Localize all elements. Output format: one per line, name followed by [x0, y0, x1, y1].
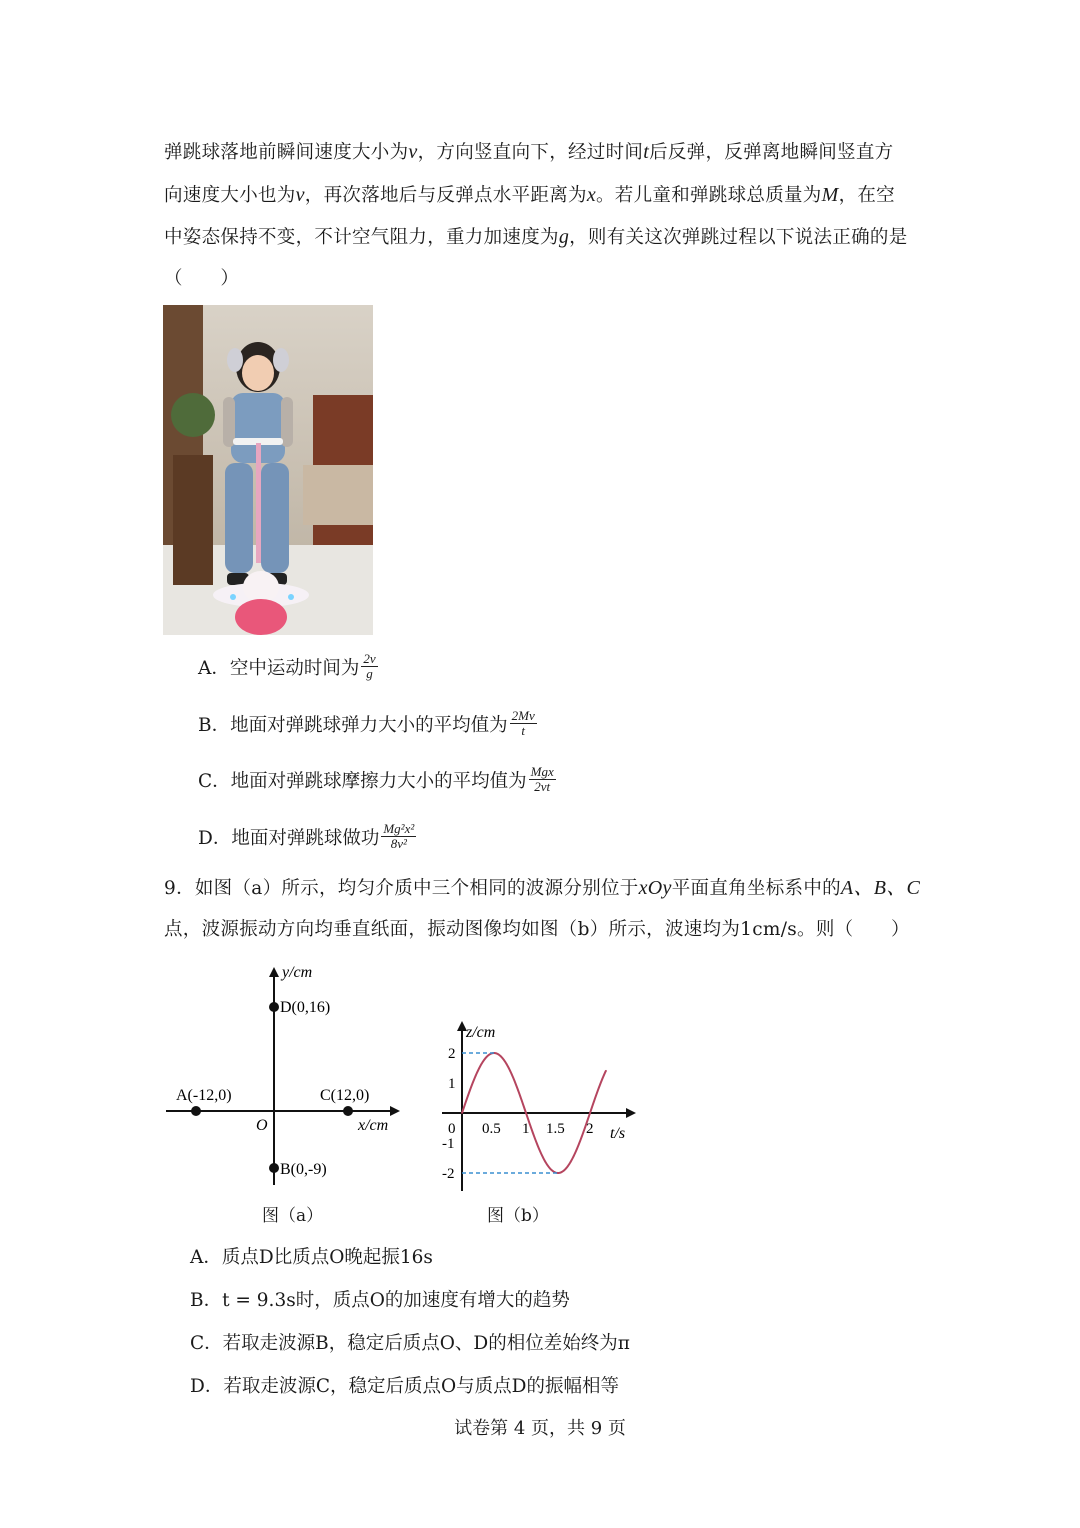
- x-tick-label: 0: [448, 1121, 456, 1137]
- q8-option-d[interactable]: D．地面对弹跳球做功 $\frac{\text{Mg²x²}}{\text{8v²}}$: [198, 821, 415, 851]
- wave-data-point: [477, 1070, 479, 1072]
- fraction: $\frac{2v}{g}$: [363, 651, 376, 681]
- y-tick-label: -2: [442, 1166, 455, 1182]
- point-c-label: C(12,0): [320, 1087, 370, 1104]
- wave-data-point: [461, 1112, 463, 1114]
- figure-a-coordinate-plane: [160, 955, 410, 1199]
- wave-data-point: [605, 1070, 607, 1072]
- point-a-label: A(-12,0): [176, 1087, 232, 1104]
- q8-answer-bracket: （ ）: [164, 268, 240, 289]
- y-tick-label: 2: [448, 1046, 456, 1062]
- point-d-label: D(0,16): [280, 999, 331, 1016]
- q9-option-c[interactable]: C．若取走波源B，稳定后质点O、D的相位差始终为π: [190, 1333, 630, 1354]
- q9-option-a[interactable]: A．质点D比质点O晚起振16s: [190, 1247, 433, 1268]
- q8-line1: 弹跳球落地前瞬间速度大小为v，方向竖直向下，经过时间t后反弹，反弹离地瞬间竖直方: [164, 141, 894, 163]
- q9-option-b[interactable]: B．t = 9.3s时，质点O的加速度有增大的趋势: [190, 1290, 570, 1311]
- q8-option-c[interactable]: C．地面对弹跳球摩擦力大小的平均值为 $\frac{\text{Mgx}}{2vt}$: [198, 764, 554, 794]
- x-tick-label: 0.5: [482, 1121, 501, 1137]
- x-tick-label: 2: [586, 1121, 594, 1137]
- point-b-label: B(0,-9): [280, 1161, 327, 1178]
- y-tick-label: 1: [448, 1076, 456, 1092]
- wave-data-point: [541, 1155, 543, 1157]
- q8-option-a[interactable]: A．空中运动时间为 $\frac{2v}{g}$: [198, 651, 376, 681]
- wave-data-point: [509, 1070, 511, 1072]
- x-tick-label: 1.5: [546, 1121, 565, 1137]
- axis-y-label: y/cm: [282, 964, 313, 981]
- page-footer: 试卷第 4 页，共 9 页: [454, 1418, 626, 1439]
- child-pogo-ball-photo: [163, 305, 373, 635]
- y-tick-label: -1: [442, 1136, 455, 1152]
- wave-data-point: [589, 1112, 591, 1114]
- q8-line2: 向速度大小也为v，再次落地后与反弹点水平距离为x。若儿童和弹跳球总质量为M，在空: [164, 184, 895, 206]
- axis-t-label: t/s: [610, 1125, 626, 1142]
- figure-b-vibration-graph: [430, 1015, 650, 1199]
- fraction: $\frac{\text{Mgx}}{2vt}$: [530, 764, 554, 794]
- q8-option-b[interactable]: B．地面对弹跳球弹力大小的平均值为 $\frac{2Mv}{t}$: [198, 708, 535, 738]
- axis-z-label: z/cm: [466, 1024, 496, 1041]
- axis-x-label: x/cm: [358, 1117, 389, 1134]
- q8-line3: 中姿态保持不变，不计空气阻力，重力加速度为g，则有关这次弹跳过程以下说法正确的是: [164, 226, 908, 248]
- q9-line1: 9．如图（a）所示，均匀介质中三个相同的波源分别位于xOy平面直角坐标系中的A、B、C: [164, 877, 921, 899]
- origin-label: O: [256, 1117, 268, 1134]
- figure-a-caption: 图（a）: [262, 1206, 324, 1226]
- fraction: $\frac{2Mv}{t}$: [511, 708, 535, 738]
- figure-b-caption: 图（b）: [487, 1206, 549, 1226]
- q9-option-d[interactable]: D．若取走波源C，稳定后质点O与质点D的振幅相等: [190, 1376, 619, 1397]
- x-tick-label: 1: [522, 1121, 530, 1137]
- wave-data-point: [525, 1112, 527, 1114]
- fraction: $\frac{\text{Mg²x²}}{\text{8v²}}$: [383, 821, 415, 851]
- q9-line2: 点，波源振动方向均垂直纸面，振动图像均如图（b）所示，波速均为1cm/s。则（ ）: [164, 919, 910, 940]
- wave-data-point: [573, 1155, 575, 1157]
